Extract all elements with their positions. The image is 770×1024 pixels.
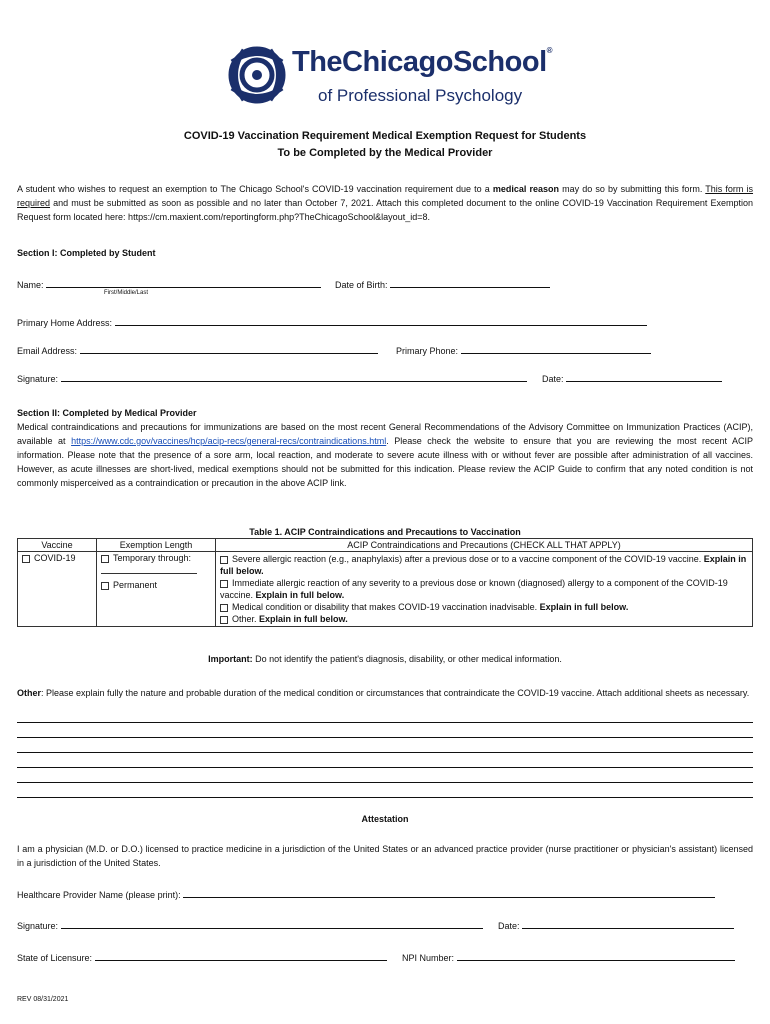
date-of-birth-field[interactable]: Date of Birth: (335, 278, 550, 290)
attestation-heading: Attestation (361, 814, 409, 824)
provider-name-field[interactable]: Healthcare Provider Name (please print): (17, 888, 715, 900)
school-logo (222, 40, 552, 112)
section-2-heading: Section II: Completed by Medical Provider (17, 408, 197, 418)
exemption-cell (97, 552, 216, 627)
table-caption: Table 1. ACIP Contraindications and Precautions to Vaccination (249, 527, 521, 537)
col-header-acip: ACIP Contraindications and Precautions (CHECK ALL THAT APPLY) (216, 539, 753, 552)
option-other[interactable]: Other. Explain in full below. (220, 613, 748, 625)
col-header-exemption: Exemption Length (97, 539, 216, 552)
npi-number-field[interactable]: NPI Number: (402, 951, 735, 963)
logo-wordmark: TheChicagoSchool® (292, 46, 553, 78)
student-name-field[interactable]: Name: (17, 278, 321, 290)
section-2-paragraph: Medical contraindications and precautions for immunizations are based on the most recent General Recommendations of the Advisory Committee on Immunization Practices (ACIP), available at https://www.cdc.gov/vaccines/hcp/acip-recs/general-recs/contraindications.html. Please check the website to ensure that you are reviewing the most recent ACIP information. Please note that the presence of a sore arm, local reaction, and moderate to severe acute illness with or without fever are possible after administration of all vaccines. However, as acute illnesses are short-lived, medical exemptions should not be submitted for this indication. Please review the ACIP Guide to confirm that any noted condition is not commonly misperceived as a contraindication or precaution in the above ACIP link. (17, 422, 753, 488)
explanation-line[interactable] (17, 752, 753, 753)
option-immediate-allergic[interactable]: Immediate allergic reaction of any severity to a previous dose or known (diagnosed) allergy to a component of the COVID-19 vaccine. Explain in full below. (220, 578, 728, 600)
knot-logo-icon (222, 40, 292, 110)
other-instructions: Other: Please explain fully the nature and probable duration of the medical condition or circumstances that contraindicate the COVID-19 vaccine. Attach additional sheets as necessary. (17, 688, 750, 698)
logo-subtitle: of Professional Psychology (318, 86, 523, 105)
temporary-option[interactable]: Temporary through: (101, 553, 211, 563)
col-header-vaccine: Vaccine (18, 539, 97, 552)
student-date-field[interactable]: Date: (542, 372, 722, 384)
page-title: COVID-19 Vaccination Requirement Medical Exemption Request for Students (183, 130, 587, 142)
explanation-line[interactable] (17, 782, 753, 783)
explanation-line[interactable] (17, 722, 753, 723)
name-hint: First/Middle/Last (104, 290, 149, 296)
important-note: Important: Do not identify the patient's diagnosis, disability, or other medical information. (208, 654, 562, 664)
student-signature-field[interactable]: Signature: (17, 372, 527, 384)
option-severe-allergic[interactable]: Severe allergic reaction (e.g., anaphylaxis) after a previous dose or to a vaccine component of the COVID-19 vaccine. Explain in full below. (220, 554, 747, 576)
explanation-line[interactable] (17, 767, 753, 768)
option-checkbox[interactable] (220, 604, 228, 612)
provider-date-field[interactable]: Date: (498, 919, 734, 931)
provider-signature-field[interactable]: Signature: (17, 919, 483, 931)
option-checkbox[interactable] (220, 616, 228, 624)
revision-date: REV 08/31/2021 (17, 996, 69, 1003)
explanation-line[interactable] (17, 797, 753, 798)
intro-paragraph: A student who wishes to request an exemption to The Chicago School's COVID-19 vaccination requirement due to a medical reason may do so by submitting this form. This form is required and must be submitted as soon as possible and no later than October 7, 2021. Attach this completed document to the online COVID-19 Vaccination Requirement Exemption Request form located here: https://cm.maxient.com/reportingform.php?TheChicagoSchool&layout_id=8. (17, 184, 754, 222)
state-of-licensure-field[interactable]: State of Licensure: (17, 951, 387, 963)
temporary-date-line[interactable] (101, 563, 197, 574)
acip-link[interactable]: https://www.cdc.gov/vaccines/hcp/acip-recs/general-recs/contraindications.html (71, 436, 387, 446)
covid-vaccine-checkbox[interactable] (22, 555, 30, 563)
email-address-field[interactable]: Email Address: (17, 344, 378, 356)
permanent-option[interactable]: Permanent (101, 580, 211, 590)
primary-phone-field[interactable]: Primary Phone: (396, 344, 651, 356)
permanent-checkbox[interactable] (101, 582, 109, 590)
vaccine-cell: COVID-19 (18, 552, 97, 627)
home-address-field[interactable]: Primary Home Address: (17, 316, 647, 328)
option-medical-condition[interactable]: Medical condition or disability that makes COVID-19 vaccination inadvisable. Explain in full below. (220, 601, 748, 613)
acip-table (17, 526, 753, 627)
option-checkbox[interactable] (220, 556, 228, 564)
explanation-line[interactable] (17, 737, 753, 738)
page-subtitle: To be Completed by the Medical Provider (277, 147, 493, 159)
section-1-heading: Section I: Completed by Student (17, 248, 156, 258)
option-checkbox[interactable] (220, 580, 228, 588)
acip-options-cell (216, 552, 753, 627)
attestation-text: I am a physician (M.D. or D.O.) licensed to practice medicine in a jurisdiction of the United States or an advanced practice provider (nurse practitioner or physician's assistant) licensed in a jurisdiction of the United States. (17, 844, 753, 868)
temporary-checkbox[interactable] (101, 555, 109, 563)
